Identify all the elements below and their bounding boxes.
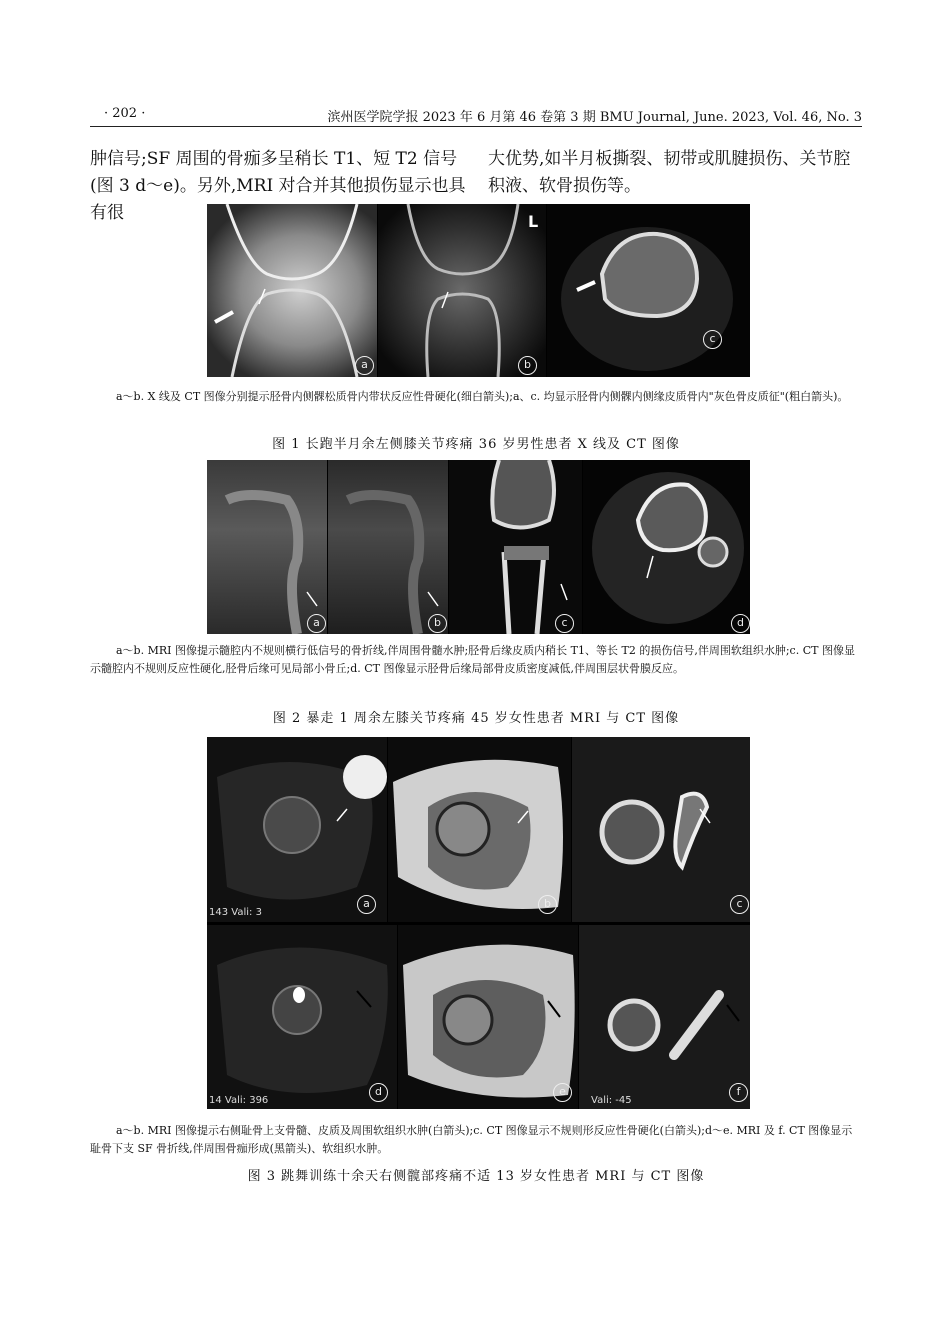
fig3-panel-f-sketch [579, 925, 750, 1109]
figure-3-image [207, 737, 750, 1109]
figure-1-image [207, 204, 750, 377]
fig1-label-c: c [703, 330, 722, 349]
page-number: · 202 · [104, 106, 146, 121]
fig2-label-c: c [555, 614, 574, 633]
fig1-panel-b [378, 204, 546, 377]
figure-3-title: 图 3 跳舞训练十余天右侧髋部疼痛不适 13 岁女性患者 MRI 与 CT 图像 [247, 1169, 705, 1184]
fig3-panel-d-sketch [207, 925, 397, 1109]
body-text-right: 大优势,如半月板撕裂、韧带或肌腱损伤、关节腔积液、软骨损伤等。 [488, 149, 851, 196]
fig3-panel-d [207, 925, 397, 1109]
fig1-label-b: b [518, 356, 537, 375]
fig2-panel-d-sketch [583, 460, 750, 634]
figure-2-title: 图 2 暴走 1 周余左膝关节疼痛 45 岁女性患者 MRI 与 CT 图像 [272, 711, 680, 726]
figure-3-caption: a～b. MRI 图像提示右侧耻骨上支骨髓、皮质及周围软组织水肿(白箭头);c. CT 图像显示不规则形反应性骨硬化(白箭头);d～e. MRI 及 f. CT 图像显示耻骨下支 SF 骨折线,伴周围骨痂形成(黑箭头)、软组织水肿。 [90, 1124, 853, 1155]
header-rule [90, 126, 862, 127]
fig3-panel-a [207, 737, 387, 922]
fig3-overlay-d: 14 Vali: 396 [209, 1095, 269, 1106]
fig1-panel-b-sketch [378, 204, 546, 377]
figure-2-image [207, 460, 750, 634]
fig2-panel-c-sketch [449, 460, 582, 634]
fig2-label-b: b [428, 614, 447, 633]
figure-1-caption: a～b. X 线及 CT 图像分别提示胫骨内侧髁松质骨内带状反应性骨硬化(细白箭头);a、c. 均显示胫骨内侧髁内侧缘皮质骨内"灰色骨皮质征"(粗白箭头)。 [116, 390, 849, 403]
fig3-panel-c [572, 737, 750, 922]
fig3-panel-c-sketch [572, 737, 750, 922]
fig3-label-a: a [357, 895, 376, 914]
fig2-panel-b-sketch [328, 460, 448, 634]
body-text-left: 肿信号;SF 周围的骨痂多呈稍长 T1、短 T2 信号(图 3 d～e)。另外,MRI 对合并其他损伤显示也具有很 [90, 149, 466, 223]
fig3-label-d: d [369, 1083, 388, 1102]
fig3-panel-e-sketch [398, 925, 578, 1109]
figure-1-title: 图 1 长跑半月余左侧膝关节疼痛 36 岁男性患者 X 线及 CT 图像 [272, 437, 680, 452]
fig1-panel-a-sketch [207, 204, 377, 377]
fig2-label-d: d [731, 614, 750, 633]
fig3-panel-f [579, 925, 750, 1109]
fig3-panel-b-sketch [388, 737, 571, 922]
fig2-panel-c [449, 460, 582, 634]
fig3-overlay-a: 143 Vali: 3 [209, 907, 262, 918]
fig3-panel-a-sketch [207, 737, 387, 922]
fig1-panel-c-sketch [547, 204, 750, 377]
fig3-label-c: c [730, 895, 749, 914]
figure-2-caption: a～b. MRI 图像提示髓腔内不规则横行低信号的骨折线,伴周围骨髓水肿;胫骨后缘皮质内稍长 T1、等长 T2 的损伤信号,伴周围软组织水肿;c. CT 图像显示髓腔内不规则反应性硬化,胫骨后缘可见局部小骨丘;d. CT 图像显示胫骨后缘局部骨皮质密度减低,伴周围层状骨膜反应。 [90, 644, 855, 675]
fig3-label-f: f [729, 1083, 748, 1102]
fig1-panel-a [207, 204, 377, 377]
journal-header: 滨州医学院学报 2023 年 6 月第 46 卷第 3 期 BMU Journal, June. 2023, Vol. 46, No. 3 [327, 110, 862, 125]
fig3-panel-b [388, 737, 571, 922]
fig2-label-a: a [307, 614, 326, 633]
fig1-label-a: a [355, 356, 374, 375]
fig3-overlay-f: Vali: -45 [591, 1095, 632, 1106]
fig3-label-e: e [553, 1083, 572, 1102]
fig2-panel-b [328, 460, 448, 634]
fig2-panel-a-sketch [207, 460, 327, 634]
fig2-panel-a [207, 460, 327, 634]
fig3-label-b: b [538, 895, 557, 914]
fig3-panel-e [398, 925, 578, 1109]
fig1-panel-c [547, 204, 750, 377]
fig1-side-marker: L [528, 212, 539, 231]
fig2-panel-d [583, 460, 750, 634]
